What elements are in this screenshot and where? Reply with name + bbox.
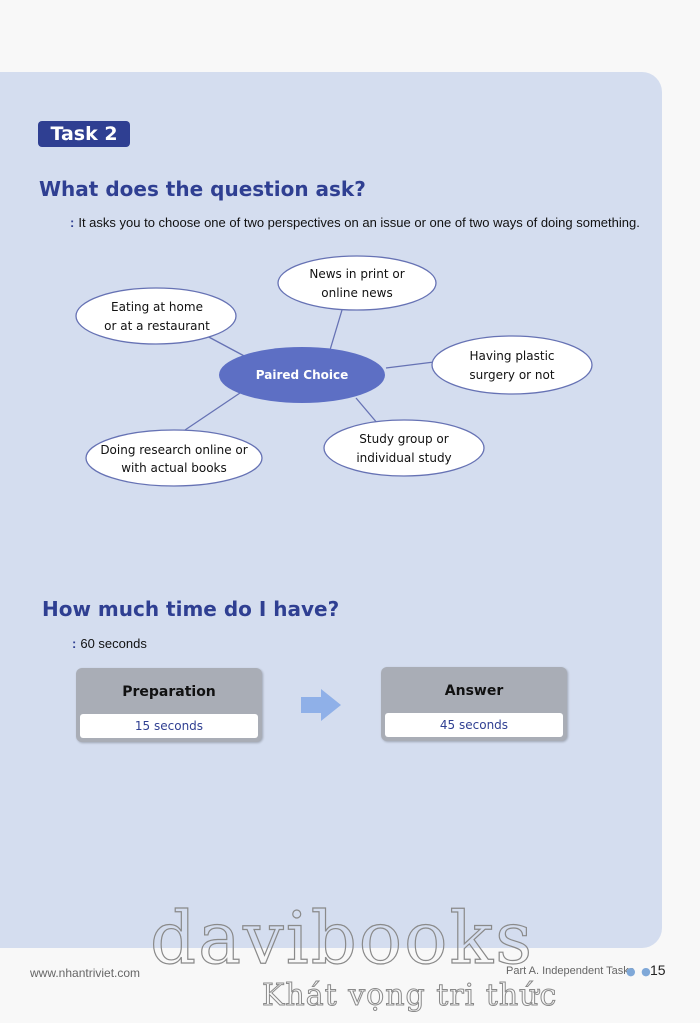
connector-news (330, 310, 342, 350)
time-heading: How much time do I have? (42, 597, 340, 621)
bubble-research (86, 430, 262, 486)
watermark-logo: davibooks (150, 896, 535, 980)
bubble-news-line1: News in print or (309, 267, 405, 281)
colon-marker: : (70, 215, 75, 230)
bubble-study-line2: individual study (356, 451, 452, 465)
bubble-eating-line1: Eating at home (111, 300, 203, 314)
connector-study (356, 398, 378, 424)
answer-card (381, 667, 567, 741)
question-answer-text: It asks you to choose one of two perspectives on an issue or one of two ways of doing something. (78, 215, 640, 230)
task-badge: Task 2 (38, 121, 130, 147)
answer-title: Answer (444, 683, 504, 699)
page-number: 15 (650, 962, 666, 978)
footer-url: www.nhantriviet.com (30, 966, 141, 980)
bubble-research-line1: Doing research online or (100, 443, 248, 457)
time-total (72, 636, 147, 651)
bubble-research-line2: with actual books (121, 461, 227, 475)
bubble-study-line1: Study group or (359, 432, 449, 446)
bubble-news-line2: online news (321, 286, 393, 300)
connector-plastic (386, 362, 434, 368)
bubble-study (324, 420, 484, 476)
preparation-card (76, 668, 262, 742)
footer-dots: ● ● (626, 965, 652, 978)
watermark-tagline: Khát vọng tri thức (262, 978, 558, 1013)
bubble-news (278, 256, 436, 310)
question-heading: What does the question ask? (39, 177, 366, 201)
time-total-text: 60 seconds (80, 636, 147, 651)
bubble-plastic-line1: Having plastic (469, 349, 555, 363)
preparation-value: 15 seconds (80, 714, 258, 738)
footer-section: Part A. Independent Tasks (506, 965, 635, 977)
answer-value: 45 seconds (385, 713, 563, 737)
bubble-eating-line2: or at a restaurant (104, 319, 210, 333)
bubble-eating (76, 288, 236, 344)
center-bubble-label: Paired Choice (255, 368, 349, 382)
preparation-title: Preparation (122, 684, 216, 700)
connector-research (185, 393, 240, 430)
right-arrow-icon (300, 688, 342, 722)
bubble-plastic (432, 336, 592, 394)
connector-eating (205, 335, 248, 358)
bubble-plastic-line2: surgery or not (469, 368, 555, 382)
colon-marker: : (72, 636, 77, 651)
